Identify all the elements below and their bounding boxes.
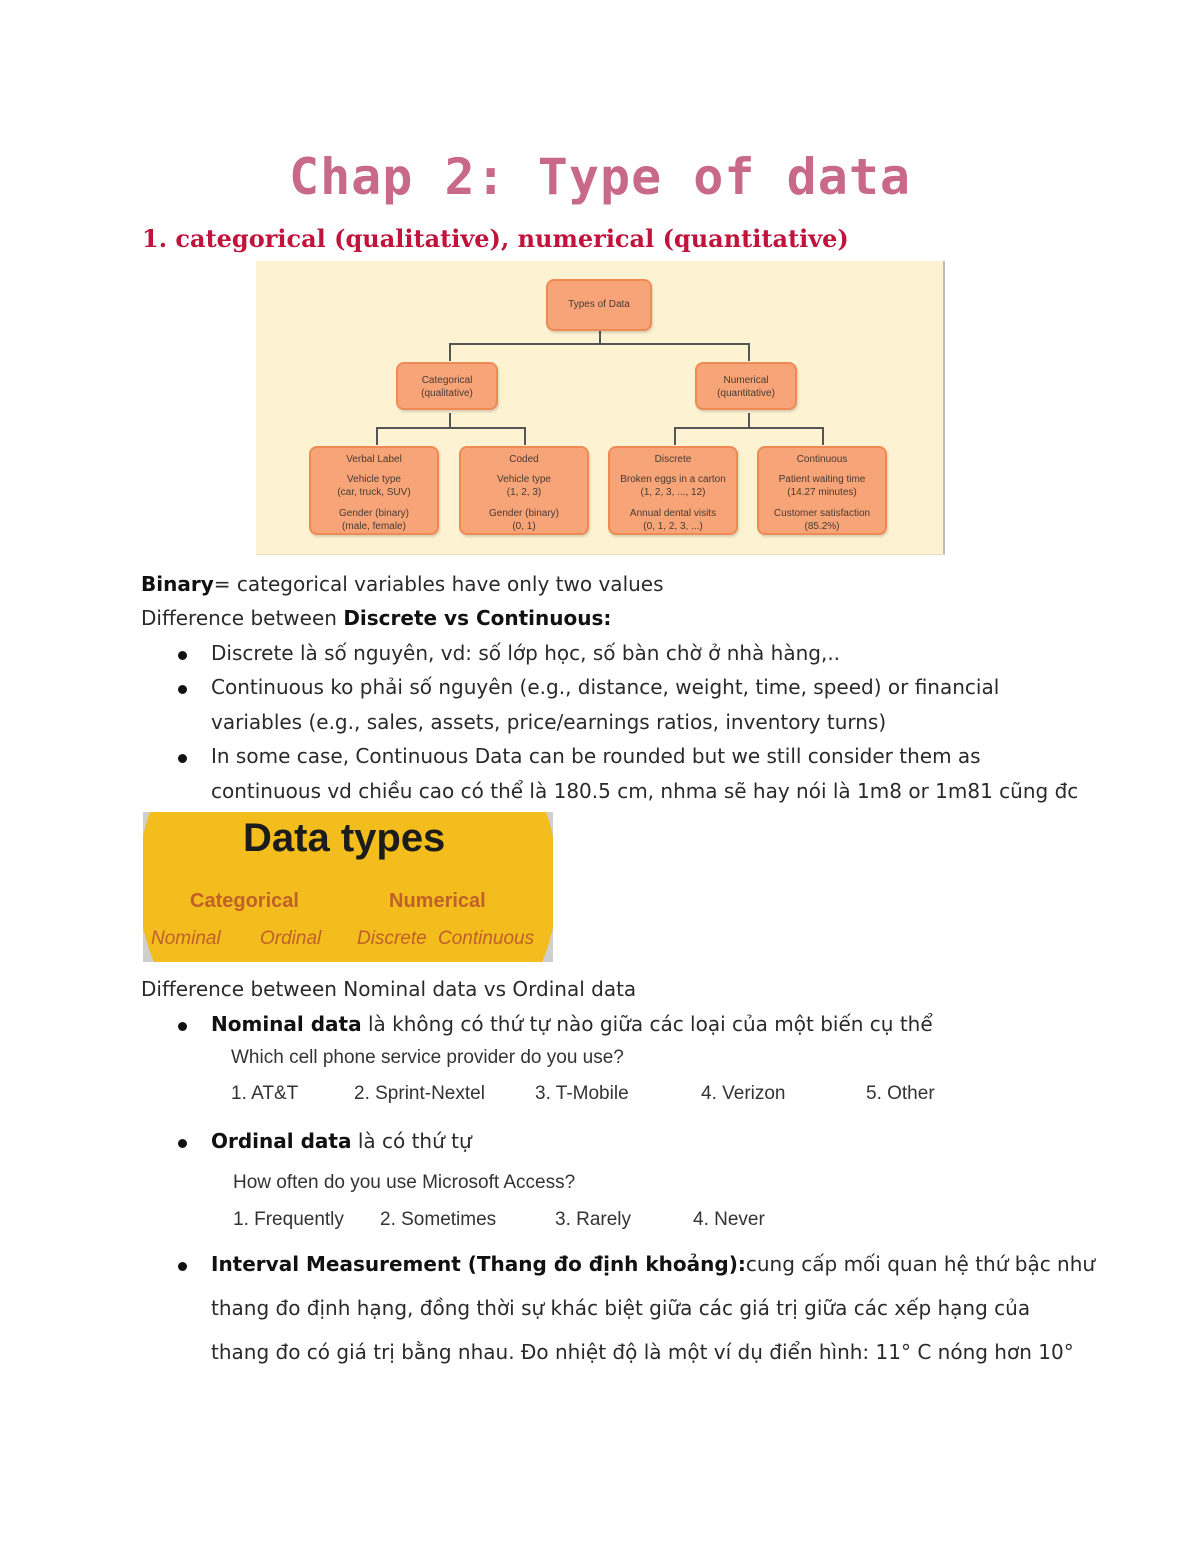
- interval-definition: [211, 1252, 1095, 1276]
- binary-text: = categorical variables have only two values: [213, 572, 664, 596]
- survey-question: How often do you use Microsoft Access?: [233, 1172, 576, 1193]
- diagram-numerical-box: [695, 362, 797, 410]
- binary-definition: [141, 572, 664, 596]
- bullet-text-continuation: variables (e.g., sales, assets, price/earnings ratios, inventory turns): [211, 710, 887, 734]
- survey-option: 1. Frequently: [233, 1209, 344, 1230]
- ordinal-term: Ordinal data: [211, 1129, 352, 1153]
- leaf-text: Annual dental visits: [629, 508, 717, 519]
- page-title: Chap 2: Type of data: [288, 148, 912, 206]
- difference-prefix: Difference between: [141, 606, 344, 630]
- bullet-icon: [178, 1022, 187, 1031]
- leaf-text: (0, 1): [512, 521, 536, 532]
- data-types-title: Data types: [243, 816, 446, 860]
- leaf-text: (14.27 minutes): [787, 487, 857, 498]
- survey-option: 4. Never: [693, 1209, 765, 1230]
- interval-text: cung cấp mối quan hệ thứ bậc như: [745, 1252, 1096, 1276]
- leaf-text: Vehicle type: [347, 474, 401, 485]
- survey-option: 5. Other: [866, 1083, 935, 1104]
- binary-term: Binary: [141, 572, 214, 596]
- nominal-definition: [211, 1012, 933, 1036]
- bullet-text: Continuous ko phải số nguyên (e.g., distance, weight, time, speed) or financial: [211, 675, 1000, 699]
- types-of-data-diagram: [256, 261, 945, 555]
- leaf-text: (85.2%): [804, 521, 840, 532]
- interval-text-continuation: thang đo có giá trị bằng nhau. Đo nhiệt độ là một ví dụ điển hình: 11° C nóng hơn 10°: [211, 1340, 1074, 1364]
- interval-text-continuation: thang đo định hạng, đồng thời sự khác biệt giữa các giá trị giữa các xếp hạng của: [211, 1296, 1031, 1320]
- diagram-root-box: [546, 279, 652, 331]
- ordinal-text: là có thứ tự: [351, 1129, 472, 1153]
- bullet-icon: [178, 651, 187, 660]
- survey-option: 3. T-Mobile: [535, 1083, 629, 1104]
- diagram-leaf-box: [459, 446, 589, 535]
- data-types-categorical: Categorical: [190, 890, 299, 912]
- leaf-text: Vehicle type: [497, 474, 551, 485]
- leaf-text: Patient waiting time: [778, 474, 866, 485]
- survey-option: 2. Sprint-Nextel: [354, 1083, 485, 1104]
- leaf-text: (male, female): [342, 521, 406, 532]
- leaf-text: Gender (binary): [488, 508, 560, 519]
- difference-nominal-ordinal: Difference between Nominal data vs Ordinal data: [141, 977, 637, 1001]
- bullet-text: Discrete là số nguyên, vd: số lớp học, số bàn chờ ở nhà hàng,..: [211, 641, 841, 665]
- data-types-ordinal: Ordinal: [260, 928, 322, 949]
- leaf-title: Coded: [509, 454, 539, 465]
- bullet-text: In some case, Continuous Data can be rounded but we still consider them as: [211, 744, 981, 768]
- survey-option: 3. Rarely: [555, 1209, 632, 1230]
- diagram-leaf-box: [608, 446, 738, 535]
- difference-term: Discrete vs Continuous:: [343, 606, 612, 630]
- numerical-sublabel: (quantitative): [717, 388, 775, 399]
- leaf-text: (1, 2, 3): [506, 487, 542, 498]
- diagram-categorical-box: [396, 362, 498, 410]
- leaf-text: (car, truck, SUV): [337, 487, 411, 498]
- difference-discrete-continuous: [141, 606, 611, 630]
- diagram-leaf-box: [309, 446, 439, 535]
- leaf-title: Continuous: [796, 454, 848, 465]
- nominal-text: là không có thứ tự nào giữa các loại của một biến cụ thể: [361, 1012, 933, 1036]
- leaf-text: Broken eggs in a carton: [620, 474, 726, 485]
- leaf-text: (0, 1, 2, 3, ...): [643, 521, 703, 532]
- diagram-root-label: Types of Data: [568, 299, 630, 310]
- survey-option: 2. Sometimes: [380, 1209, 497, 1230]
- ordinal-definition: [211, 1129, 472, 1153]
- bullet-text-continuation: continuous vd chiều cao có thể là 180.5 cm, nhma sẽ hay nói là 1m8 or 1m81 cũng đc: [211, 779, 1079, 803]
- numerical-label: Numerical: [723, 375, 769, 386]
- nominal-term: Nominal data: [211, 1012, 362, 1036]
- bullet-icon: [178, 1139, 187, 1148]
- survey-question: Which cell phone service provider do you use?: [231, 1047, 624, 1068]
- interval-term: Interval Measurement (Thang đo định khoảng):: [211, 1252, 746, 1276]
- survey-option: 4. Verizon: [701, 1083, 786, 1104]
- leaf-text: Customer satisfaction: [773, 508, 871, 519]
- leaf-text: (1, 2, 3, ..., 12): [640, 487, 706, 498]
- categorical-sublabel: (qualitative): [421, 388, 473, 399]
- data-types-nominal: Nominal: [151, 928, 221, 949]
- data-types-discrete: Discrete: [357, 928, 427, 949]
- categorical-label: Categorical: [421, 375, 473, 386]
- leaf-title: Verbal Label: [346, 454, 402, 465]
- data-types-image: [143, 812, 553, 962]
- leaf-title: Discrete: [654, 454, 692, 465]
- data-types-numerical: Numerical: [389, 890, 486, 912]
- diagram-leaf-box: [757, 446, 887, 535]
- bullet-icon: [178, 1262, 187, 1271]
- section-heading: 1. categorical (qualitative), numerical (quantitative): [142, 224, 849, 253]
- bullet-icon: [178, 754, 187, 763]
- data-types-continuous: Continuous: [438, 928, 535, 949]
- leaf-text: Gender (binary): [338, 508, 410, 519]
- bullet-icon: [178, 685, 187, 694]
- survey-option: 1. AT&T: [231, 1083, 299, 1104]
